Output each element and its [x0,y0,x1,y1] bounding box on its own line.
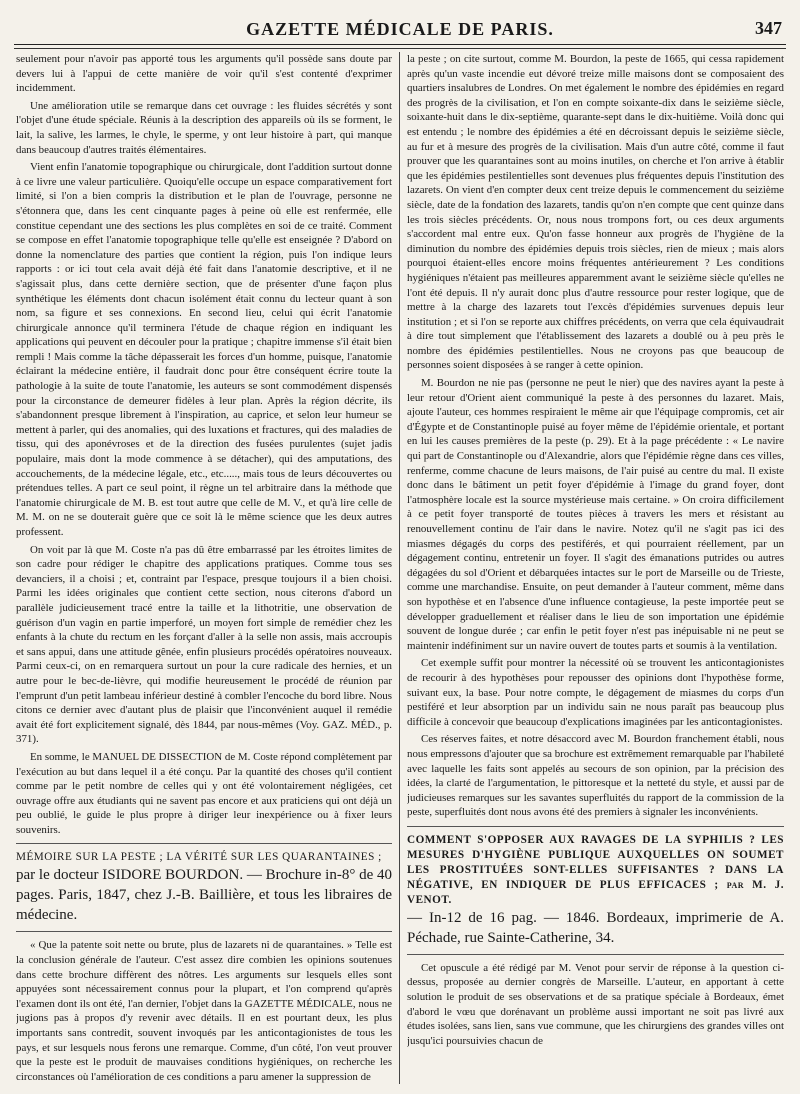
paragraph: seulement pour n'avoir pas apporté tous les arguments qu'il possède sans doute par devers lui à l'appui de cette manière de voir qu'il s'est contenté d'exprimer incidemment. [16,53,392,95]
paragraph: Ces réserves faites, et notre désaccord avec M. Bourdon franchement établi, nous nous empressons d'ajouter que sa brochure est extrêmement remarquable par l'habileté avec laquelle les faits sont appelés au secours de son opinion, par la précision des idées, la clarté de l'argumentation, le pittoresque et la netteté du style, et aussi par de judicieuses remarques sur les savantes superfluités du rapport de la commission de la peste, superfluités dont nous avons été des premiers à signaler les inconvénients. [407,733,784,819]
review-heading [407,833,784,948]
section-separator [16,843,392,844]
left-column [16,52,392,1084]
paragraph: la peste ; on cite surtout, comme M. Bourdon, la peste de 1665, qui cessa rapidement après qu'un vaste incendie eut dévoré treize mille maisons dont se composaient des quartiers insalubres de Londres. On met également le nombre des épidémies en regard des progrès de la civilisation, et l'on en compte soixante-dix dans le seizième siècle, soixante-huit dans le dix-septième, quarante-sept dans le dix-huitième. Voilà donc qui est entendu ; le nombre des épidémies a été en décroissant depuis le seizième siècle, au fur et à mesure des progrès de la civilisation. Mais d'un autre côté, comme il faut prouver que les quarantaines sont au moins inutiles, on cherche et l'on arrive à établir que les épidémies pestilentielles sont devenues plus fréquentes depuis l'institution des lazarets. On vient d'en compter deux cent treize depuis le commencement du seizième siècle, date de la fondation des lazarets, tandis qu'on n'en compte que cent quinze dans les trois siècles précédents. Or, nous nous trompons fort, ou ces deux arguments s'accordent mal entre eux. Qu'on fasse honneur aux progrès de l'hygiène de la diminution du nombre des épidémies depuis trois siècles, rien de mieux ; mais alors pourquoi étaient-elles encore moins fréquentes antérieurement ? Les conditions hygiéniques n'étaient pas meilleures apparemment avant le seizième siècle qu'elles ne l'ont été depuis. Il n'y aurait donc plus d'autre ressource pour rester logique, que de mettre à la charge des lazarets tout l'excès d'épidémies survenues depuis leur institution ; et si l'on se reporte aux chiffres précédents, on verra que cela équivaudrait à dire tout simplement que l'établissement des lazarets a doublé ou à peu près le nombre des épidémies pestilentielles. Nous ne croyons pas que beaucoup de personnes soient disposées à se ranger à cette opinion. [407,53,784,372]
page-header [14,14,786,45]
paragraph: Vient enfin l'anatomie topographique ou chirurgicale, dont l'addition surtout donne à ce livre une valeur particulière. Quoiqu'elle occupe un espace comparativement fort limité, si l'on a bien compris la distribution et le plan de l'ouvrage, personne ne s'étonnera que, dans les cent cinquante pages à peine où elle est renfermée, elle constitue cependant une des sections les plus complètes en soi de ce traité. Comment se compose en effet l'anatomie topographique telle qu'elle est enseignée ? D'abord on donne la nomenclature des parties que contient la région, puis l'on indique leurs rapports : or ici tout cela avait déjà été fait dans l'anatomie descriptive, et il ne s'agissait plus, dans cette dernière section, que de présenter d'une façon plus synthétique les éléments dont chacun isolément était connu du lecteur quant à son nom, sa figure et ses connexions. En second lieu, celui qui écrit l'anatomie chirurgicale annonce qu'il terminera l'étude de chaque région en indiquant les applications qui peuvent en découler pour la pratique ; chapitre immense s'il était bien rempli ! Mais comme la tâche dépasserait les forces d'un homme, puisque, l'anatomie éclairant la médecine entière, il faudrait donc pour être conséquent écrire toute la pathologie à la suite de toute l'anatomie, les auteurs se sont commodément dispensés pour la circonstance de demeurer fidèles à leur plan. Après la région décrite, ils s'abandonnent presque librement à l'inspiration, au caprice, et selon leur humeur se mettent à parler, qui des anomalies, qui des luxations et fractures, qui des maladies de tissu, qui des aponévroses et de la direction des fusées purulentes (sujet jadis populaire, mais dont la mode commence à se détacher), qui des amputations, des accouchements, de la médecine légale, etc., etc....., mais tous de leurs découvertes ou prétendues telles. A part ce seul point, il règne un tel arbitraire dans la méthode que l'anatomie chirurgicale de M. B. est tout autre que celle de M. V., et qu'à lire celle de M. M. on ne se douterait guère que ce soit là le même science que les deux autres professent. [16,161,392,538]
section-separator [407,826,784,827]
section-separator [16,931,392,932]
page-number: 347 [755,18,782,38]
column-divider [399,52,400,1084]
review-title: MÉMOIRE SUR LA PESTE ; LA VÉRITÉ SUR LES QUARANTAINES ; [16,851,382,864]
review-citation: — In-12 de 16 pag. — 1846. Bordeaux, imprimerie de A. Péchade, rue Sainte-Catherine, 34. [407,909,784,946]
review-title: COMMENT S'OPPOSER AUX RAVAGES DE LA SYPHILIS ? LES MESURES D'HYGIÈNE PUBLIQUE AUXQUELLES ON SOUMET LES PROSTITUÉES SONT-ELLES SUFFISANTES ? DANS LA NÉGATIVE, EN INDIQUER DE PLUS EFFICACES ; par M. J. VENOT. [407,833,784,906]
right-column [407,52,784,1084]
paragraph: Une amélioration utile se remarque dans cet ouvrage : les fluides sécrétés y sont l'objet d'une étude spéciale. Réunis à la description des appareils où ils se forment, le lait, la salive, les larmes, le chyle, le sperme, y ont leur histoire à part, qui manque dans beaucoup d'autres traités élémentaires. [16,99,392,156]
paragraph: « Que la patente soit nette ou brute, plus de lazarets ni de quarantaines. » Telle est la conclusion générale de l'auteur. C'est assez dire combien les opinions soutenues dans cette brochure diffèrent des nôtres. Les arguments sur lesquels elles sont appuyées sont nécessairement connus pour la plupart, et l'on comprend qu'après l'examen dont ils ont été, l'an dernier, l'objet dans la GAZETTE MÉDICALE, nous ne jugions pas à propos d'y revenir avec détails. Il en est pourtant deux, les plus importants sans contredit, souvent invoqués par les anticontagionistes de tous les pays, et sur lesquels nous ferons une remarque. Comme, d'un côté, l'on veut prouver que la peste est le produit de mauvaises conditions hygiéniques, on recherche les circonstances où l'amélioration de ces conditions a paru amener la suppression de [16,939,392,1083]
paragraph: En somme, le MANUEL DE DISSECTION de M. Coste répond complètement par l'exécution au but dans lequel il a été conçu. Par la quantité des choses qu'il contient comme par le petit nombre de celles qui y ont été volontairement négligées, cet ouvrage offre aux étudiants qui ne savent pas encore et aux praticiens qui ont déjà un peu oublié, le guide le plus propre à diriger leur inexpérience ou à fixer leurs souvenirs. [16,750,392,836]
paragraph: On voit par là que M. Coste n'a pas dû être embarrassé par les étroites limites de son cadre pour rédiger le chapitre des applications pratiques. Comme tous ses devanciers, il a choisi ; et, contraint par l'espace, presque toujours il a bien choisi. Parmi les idées originales que contient cette section, nous citerons d'abord un parallèle judicieusement tracé entre la taille et la lithotritie, une observation de guérison d'un vagin en partie imperforé, un moyen fort simple de remédier chez les enfants à la chute du rectum en les forçant d'aller à la selle non assis, mais accroupis et sans appui, dans une attitude gênée, enfin plusieurs procédés opératoires nouveaux. Parmi ceux-ci, on en remarquera surtout un pour la cure radicale des hernies, et un autre pour le bec-de-lièvre, qui modifie heureusement le procédé de réunion par l'emprunt d'un petit lambeau inférieur destiné à combler l'encoche du bord libre. Nous citons ce dernier avec d'autant plus de plaisir que l'inconvénient auquel il remédie avait été fort explicitement signalé, dès 1844, par nous-mêmes (Voy. GAZ. MÉD., p. 371). [16,543,392,746]
paragraph: Cet opuscule a été rédigé par M. Venot pour servir de réponse à la question ci-dessus, proposée au dernier congrès de Marseille. L'auteur, en apportant à cette solution le produit de ses observations et de sa pratique spéciale à Bordeaux, émet d'abord le vœu que dorénavant un problème aussi important ne soit pas livré aux études isolées, sans lien, sans vue commune, que les chirurgiens des grandes villes ont jusqu'ici poursuivies chacun de [407,961,784,1047]
section-separator [407,954,784,955]
review-citation: par le docteur ISIDORE BOURDON. — Brochure in-8° de 40 pages. Paris, 1847, chez J.-B. Baillière, et tous les libraires de médecine. [16,867,392,924]
paragraph: Cet exemple suffit pour montrer la nécessité où se trouvent les anticontagionistes de recourir à des hypothèses pour repousser des opinions dont l'hypothèse forme, suivant eux, la base. Pour notre compte, le dégagement de miasmes du corps d'un pestiféré et leur absorption par un individu sain ne nous paraît pas beaucoup plus difficile à concevoir que beaucoup d'explications imaginées par les anticontagionistes. [407,657,784,728]
running-title: GAZETTE MÉDICALE DE PARIS. [246,18,554,39]
header-rule [14,48,786,49]
review-heading [16,850,392,925]
paragraph: M. Bourdon ne nie pas (personne ne peut le nier) que des navires ayant la peste à leur retour d'Orient aient communiqué la peste à des personnes du lazaret. Mais, ajoute l'auteur, ces hommes respiraient le même air que l'équipage compromis, cet air d'Égypte et de Constantinople puisé au foyer même de l'épidémie orientale, et portant en lui les causes premières de la peste (p. 29). Et à la page précédente : « Le navire qui part de Constantinople ou d'Alexandrie, alors que l'épidémie règne dans ces villes, renferme, comme chacune de leurs maisons, de l'air puisé au centre du mal. Il existe donc dans le bâtiment un petit foyer d'épidémie à l'image du grand foyer, dont l'atmosphère locale est la source mystérieuse mais certaine. » On croira difficilement à ce petit foyer transporté de toutes pièces à travers les mers et résistant au renouvellement continu de l'air dans le navire. Notez qu'il ne s'agit pas ici des miasmes dégagés du corps des pestiférés, et qui pourraient réellement, par un dégagement continu, entretenir un foyer. Il s'agit des émanations putrides ou autres dégagées du sol d'Orient et débarquées intactes sur le port de Marseille ou de Trieste, comme une marchandise. Ensuite, on peut demander à l'auteur comment, même dans son hypothèse et en l'absence d'une influence contagieuse, la peste importée peut se développer graduellement et réaliser dans le lieu de son importation une épidémie souvent de longue durée ; car enfin le petit foyer n'est pas inépuisable ni ne peut se maintenir indéfiniment sur un navire ouvert de toutes parts et soumis à la ventilation. [407,377,784,652]
